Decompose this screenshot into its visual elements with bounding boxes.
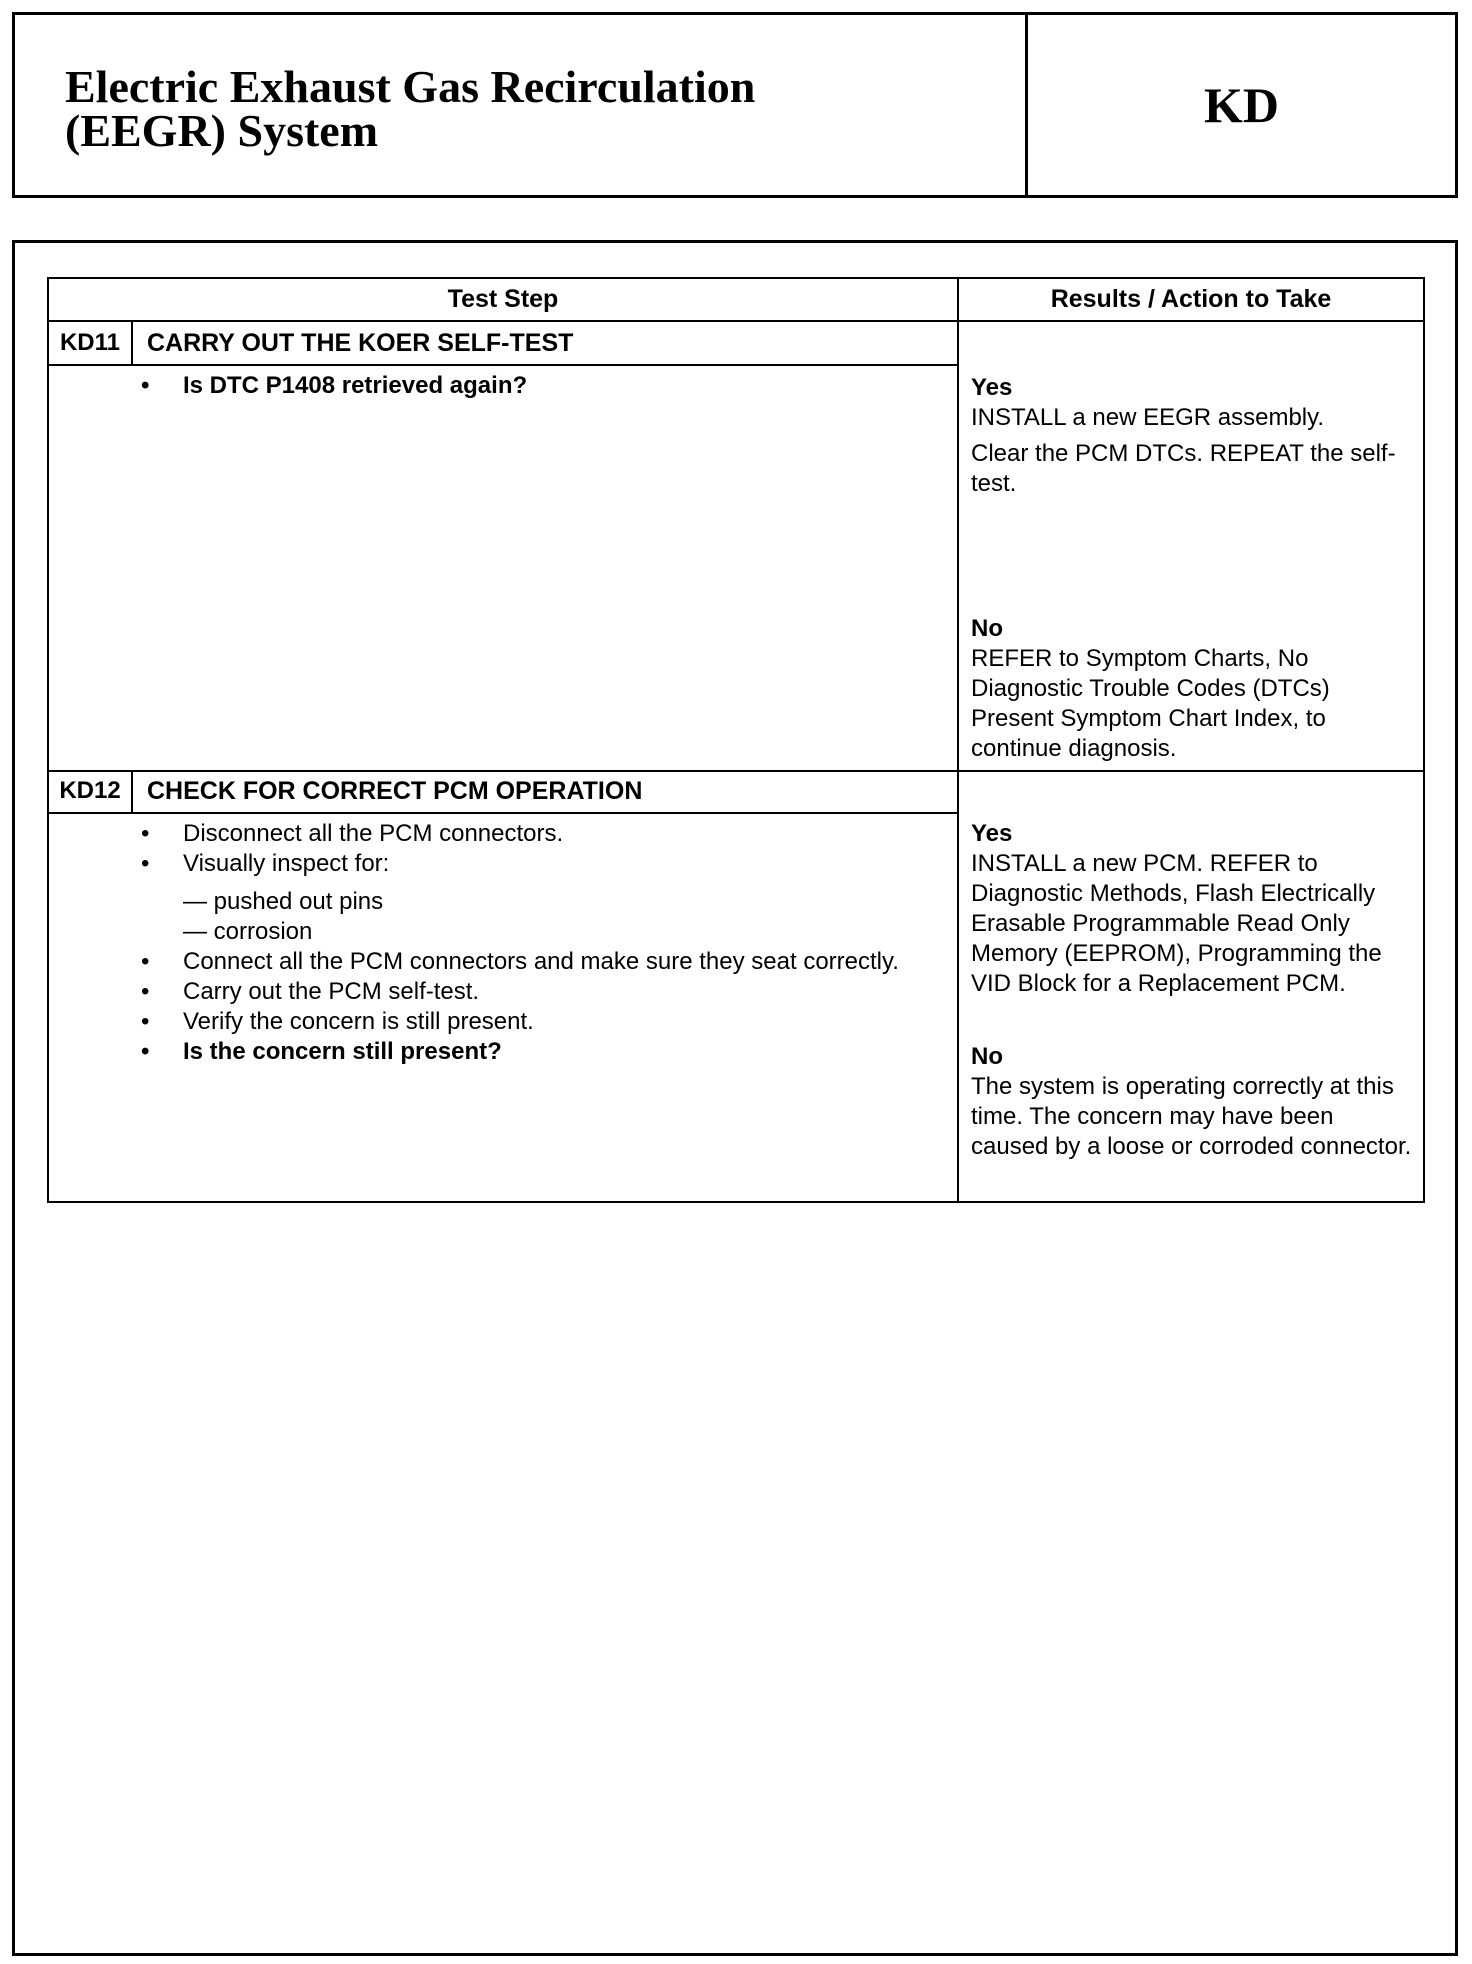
result-no-kd12 [971,1042,1417,1162]
step-instructions-kd12 [141,819,921,1067]
page-title-line-2: (EEGR) System [65,105,379,156]
step-id-kd12: KD12 [59,777,121,804]
result-no-label: No [971,615,1003,642]
step-title-divider-kd11 [49,364,957,366]
list-item [141,849,921,947]
result-yes-label: Yes [971,374,1013,401]
header-row-divider [49,320,1423,322]
step-question-kd12: • Is the concern still present? [141,1037,921,1067]
step-id-divider-kd12 [131,772,133,812]
result-no-label: No [971,1043,1003,1070]
result-yes-label: Yes [971,820,1013,847]
section-code: KD [1204,77,1279,133]
result-yes-text: Clear the PCM DTCs. REPEAT the self-test. [971,440,1396,497]
list-item: • Carry out the PCM self-test. [141,977,921,1007]
page-header [12,12,1458,198]
sub-list [183,887,921,947]
list-item: • Verify the concern is still present. [141,1007,921,1037]
list-item-text: Visually inspect for: [183,850,390,877]
result-no-text: The system is operating correctly at this time. The concern may have been caused by a loose or corroded connector. [971,1073,1412,1160]
result-no-text: REFER to Symptom Charts, No Diagnostic Trouble Codes (DTCs) Present Symptom Chart Index, to continue diagnosis. [971,645,1330,762]
step-title-kd11: CARRY OUT THE KOER SELF-TEST [147,329,574,357]
list-item: • Disconnect all the PCM connectors. [141,819,921,849]
column-divider [957,279,959,1201]
list-item: • Connect all the PCM connectors and make sure they seat correctly. [141,947,921,977]
column-header-test-step: Test Step [447,285,559,313]
page-title [65,61,985,156]
result-no-kd11 [971,614,1417,764]
step-id-kd11: KD11 [59,329,121,356]
page-title-line-1: Electric Exhaust Gas Recirculation [65,61,756,112]
step-instructions-kd11 [141,371,941,401]
step-question-kd11: • Is DTC P1408 retrieved again? [141,371,941,401]
step-id-divider-kd11 [131,322,133,364]
test-step-table [47,277,1425,1203]
result-yes-text: INSTALL a new EEGR assembly. [971,404,1325,431]
sub-list-item: — corrosion [183,918,313,945]
column-header-results: Results / Action to Take [1050,285,1332,313]
sub-list-item: — pushed out pins [183,888,384,915]
step-title-kd12: CHECK FOR CORRECT PCM OPERATION [147,777,643,805]
result-yes-kd11 [971,373,1417,499]
result-yes-kd12 [971,819,1417,999]
row-divider-kd12 [49,770,1423,772]
step-title-divider-kd12 [49,812,957,814]
result-yes-text: INSTALL a new PCM. REFER to Diagnostic Methods, Flash Electrically Erasable Programmable Read Only Memory (EEPROM), Programming the VID Block for a Replacement PCM. [971,850,1382,997]
